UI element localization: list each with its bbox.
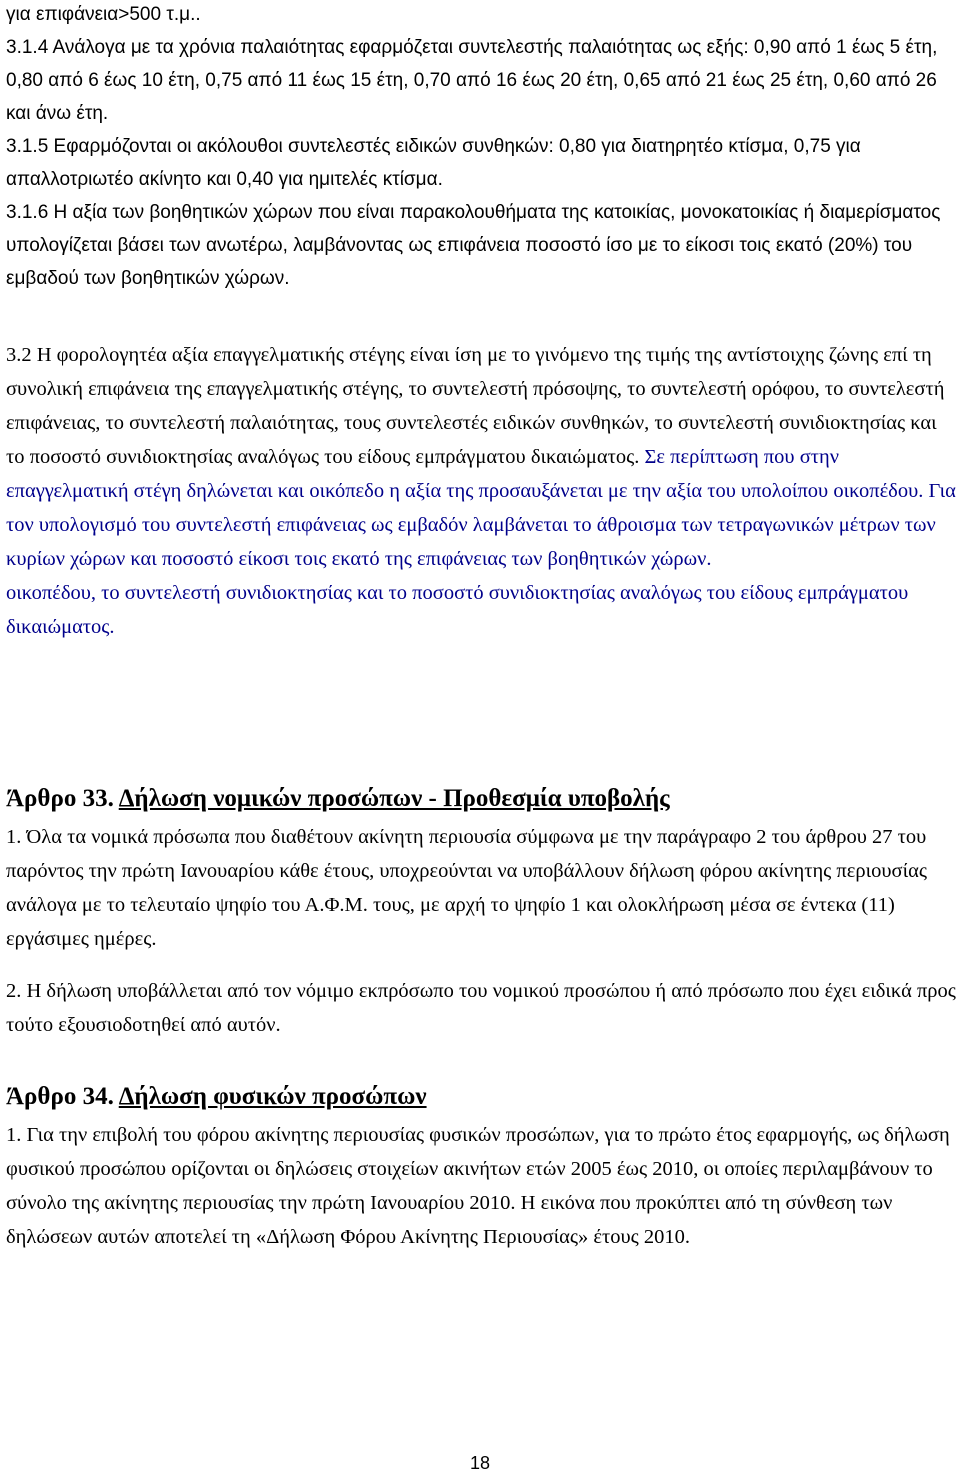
page-number: 18 — [469, 1453, 491, 1473]
continued-line: για επιφάνεια>500 τ.μ.. — [6, 4, 201, 25]
article-33-heading — [6, 782, 956, 816]
section-3-2 — [6, 338, 956, 644]
paragraph-3-2-part1: 3.2 Η φορολογητέα αξία επαγγελματικής στέγης είναι ίση με το γινόμενο της τιμής της αντίστοιχης ζώνης επί τη συνολική επιφάνεια της επαγγελματικής στέγης, το συντελεστή πρόσοψης, το συντελεστή ορόφου, το συντελεστή επιφάνειας, το συντελεστή παλαιότητας, τους συντελεστές ειδικών συνθηκών, το συντελεστή συνιδιοκτησίας και το ποσοστό συνιδιοκτησίας αναλόγως του είδους εμπράγματου δικαιώματος. — [6, 344, 945, 468]
paragraph-3-1-5: 3.1.5 Εφαρμόζονται οι ακόλουθοι συντελεστές ειδικών συνθηκών: 0,80 για διατηρητέο κτίσμα, 0,75 για απαλλοτριωτέο ακίνητο και 0,40 για ημιτελές κτίσμα. — [6, 136, 861, 190]
article-34-heading — [6, 1080, 956, 1114]
article-33 — [6, 782, 956, 1042]
paragraph-3-2 — [6, 338, 956, 576]
article-33-paragraph-1: 1. Όλα τα νομικά πρόσωπα που διαθέτουν ακίνητη περιουσία σύμφωνα με την παράγραφο 2 του άρθρου 27 του παρόντος την πρώτη Ιανουαρίου κάθε έτους, υποχρεούνται να υποβάλλουν δήλωση φόρου ακίνητης περιουσίας ανάλογα με το τελευταίο ψηφίο του Α.Φ.Μ. τους, με αρχή το ψηφίο 1 και ολοκλήρωση μέσα σε έντεκα (11) εργάσιμες ημέρες. — [6, 826, 927, 950]
article-34-prefix: Άρθρο 34. — [6, 1083, 119, 1110]
article-33-title: Δήλωση νομικών προσώπων - Προθεσμία υποβολής — [118, 785, 670, 812]
article-33-paragraph-2: 2. Η δήλωση υποβάλλεται από τον νόμιμο εκπρόσωπο του νομικού προσώπου ή από πρόσωπο που έχει ειδικά προς τούτο εξουσιοδοτηθεί από αυτόν. — [6, 980, 956, 1036]
paragraph-3-2-fragment: οικοπέδου, το συντελεστή συνιδιοκτησίας και το ποσοστό συνιδιοκτησίας αναλόγως του είδους εμπράγματου δικαιώματος. — [6, 582, 909, 638]
article-33-prefix: Άρθρο 33. — [6, 785, 119, 812]
article-34-title: Δήλωση φυσικών προσώπων — [118, 1083, 427, 1110]
paragraph-3-2-part2: Σε περίπτωση που στην επαγγελματική στέγη δηλώνεται και οικόπεδο η αξία της προσαυξάνεται με την αξία του υπολοίπου οικοπέδου. Για τον υπολογισμό του συντελεστή επιφάνειας ως εμβαδόν λαμβάνεται το άθροισμα των τετραγωνικών μέτρων των κυρίων χώρων και ποσοστό είκοσι τοις εκατό της επιφάνειας των βοηθητικών χώρων. — [6, 446, 956, 570]
paragraph-3-1-4: 3.1.4 Ανάλογα με τα χρόνια παλαιότητας εφαρμόζεται συντελεστής παλαιότητας ως εξής: 0,90 από 1 έως 5 έτη, 0,80 από 6 έως 10 έτη, 0,75 από 11 έως 15 έτη, 0,70 από 16 έως 20 έτη, 0,65 από 21 έως 25 έτη, 0,60 από 26 και άνω έτη. — [6, 37, 938, 124]
section-3-1 — [6, 0, 956, 295]
article-34-paragraph-1: 1. Για την επιβολή του φόρου ακίνητης περιουσίας φυσικών προσώπων, για το πρώτο έτος εφαρμογής, ως δήλωση φυσικού προσώπου ορίζονται οι δηλώσεις στοιχείων ακινήτων ετών 2005 έως 2010, οι οποίες περιλαμβάνουν το σύνολο της ακίνητης περιουσίας την πρώτη Ιανουαρίου 2010. Η εικόνα που προκύπτει από τη σύνθεση των δηλώσεων αυτών αποτελεί τη «Δήλωση Φόρου Ακίνητης Περιουσίας» έτους 2010. — [6, 1124, 950, 1248]
paragraph-3-1-6: 3.1.6 Η αξία των βοηθητικών χώρων που είναι παρακολουθήματα της κατοικίας, μονοκατοικίας ή διαμερίσματος υπολογίζεται βάσει των ανωτέρω, λαμβάνοντας ως επιφάνεια ποσοστό ίσο με το είκοσι τοις εκατό (20%) του εμβαδού των βοηθητικών χώρων. — [6, 202, 941, 289]
article-34 — [6, 1080, 956, 1254]
